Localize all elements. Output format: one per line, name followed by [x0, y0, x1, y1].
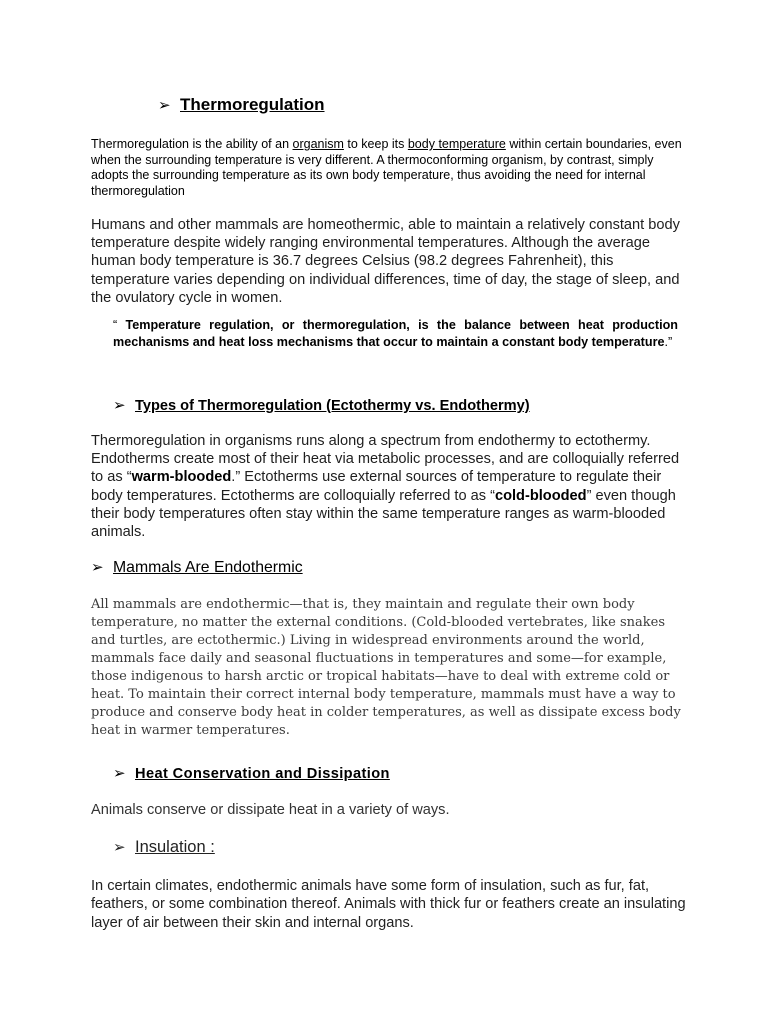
intro-text-c: within certain boundaries, even when the surrounding temperature is very different. A thermoconforming organism, by contrast, simply adopts the surrounding temperature as its own body temperature, thus avoiding the need for internal thermoregulation	[91, 137, 682, 198]
arrow-bullet-icon: ➢	[113, 765, 126, 782]
heading-heat-conservation	[113, 764, 390, 782]
heading-thermoregulation	[158, 95, 325, 115]
heading-mammals	[91, 558, 303, 577]
arrow-bullet-icon: ➢	[113, 839, 126, 856]
heading-types	[113, 396, 530, 414]
mammals-paragraph: All mammals are endothermic—that is, they maintain and regulate their own body temperature, no matter the external conditions. (Cold-blooded vertebrates, like snakes and turtles, are ectothermic.) Living in widespread environments around the world, mammals face daily and seasonal fluctuations in temperatures and some—for example, those indigenous to harsh arctic or tropical habitats—have to deal with extreme cold or heat. To maintain their correct internal body temperature, mammals must have a way to produce and conserve body heat in colder temperatures, as well as dissipate excess body heat in warmer temperatures.	[91, 597, 681, 738]
heading-text: Mammals Are Endothermic	[113, 559, 303, 576]
intro-text-b: to keep its	[343, 137, 408, 151]
cold-blooded-term: cold-blooded	[494, 487, 587, 504]
heading-text: Types of Thermoregulation (Ectothermy vs. Endothermy)	[135, 398, 530, 414]
quote-open: “	[113, 318, 126, 332]
homeothermic-paragraph: Humans and other mammals are homeothermic, able to maintain a relatively constant body temperature despite widely ranging environmental temperatures. Although the average human body temperature is 36.7 degrees Celsius (98.2 degrees Fahrenheit), this temperature varies depending on individual differences, time of day, the stage of sleep, and the ovulatory cycle in women.	[91, 217, 680, 306]
types-paragraph	[91, 432, 691, 541]
body-temperature-link[interactable]: body temperature	[407, 137, 506, 151]
insulation-paragraph: In certain climates, endothermic animals have some form of insulation, such as fur, fat, feathers, or some combination thereof. Animals with thick fur or feathers create an insulating layer of air between their skin and internal organs.	[91, 878, 686, 931]
organism-link[interactable]: organism	[292, 137, 344, 151]
heading-insulation	[113, 838, 215, 857]
heading-text: Heat Conservation and Dissipation	[135, 766, 390, 782]
intro-text-a: Thermoregulation is the ability of an	[91, 137, 293, 151]
heading-text: Insulation :	[135, 838, 215, 856]
arrow-bullet-icon: ➢	[91, 559, 104, 576]
intro-paragraph	[91, 137, 691, 199]
heat-conservation-paragraph: Animals conserve or dissipate heat in a variety of ways.	[91, 802, 450, 818]
types-text-b: .” Ectotherms use external sources of temperature to regulate their body temperatures. Ectotherms are colloquially referred to as “	[91, 469, 662, 504]
heading-text: Thermoregulation	[180, 95, 325, 114]
types-text-a: Thermoregulation in organisms runs along a spectrum from endothermy to ectothermy. Endotherms create most of their heat via metabolic processes, and are colloquially referred to as “	[91, 433, 680, 486]
quote-text: Temperature regulation, or thermoregulation, is the balance between heat production mechanisms and heat loss mechanisms that occur to maintain a constant body temperature	[113, 318, 678, 349]
quote-close: .”	[664, 335, 673, 349]
warm-blooded-term: warm-blooded	[131, 469, 232, 486]
arrow-bullet-icon: ➢	[158, 97, 171, 114]
types-text-c: ” even though their body temperatures often stay within the same temperature ranges as warm-blooded animals.	[91, 487, 676, 541]
definition-quote	[113, 317, 678, 351]
arrow-bullet-icon: ➢	[113, 397, 126, 414]
